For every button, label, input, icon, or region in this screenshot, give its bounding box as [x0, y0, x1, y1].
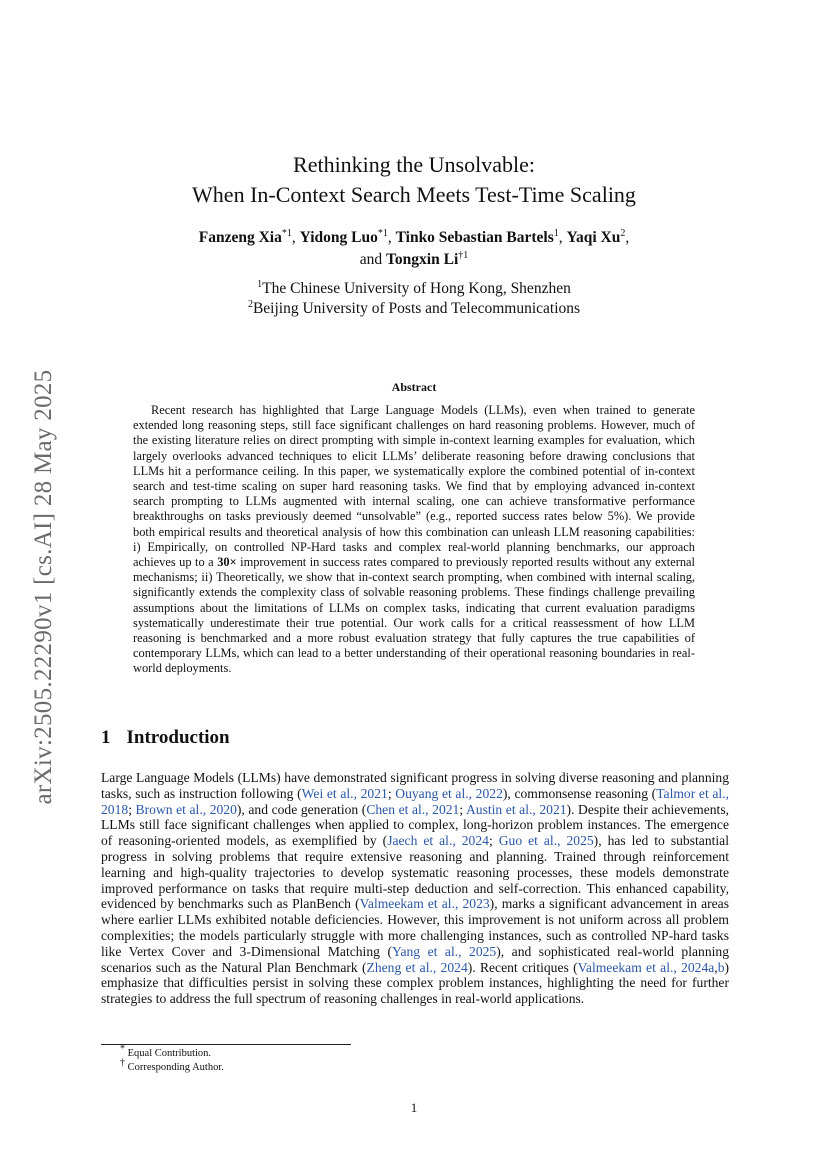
- citation-link[interactable]: b: [717, 959, 725, 975]
- citation-link[interactable]: Austin et al., 2021: [465, 801, 567, 817]
- introduction-paragraph: Large Language Models (LLMs) have demonstrated significant progress in solving diverse reasoning and planning tasks, such as instruction following (Wei et al., 2021; Ouyang et al., 2022), commonsense reasoning (Talmor et al., 2018; Brown et al., 2020), and code generation (Chen et al., 2021; Austin et al., 2021). Despite their achievements, LLMs still face significant challenges when applied to complex, long-horizon problem instances. The emergence of reasoning-oriented models, as exemplified by (Jaech et al., 2024; Guo et al., 2025), has led to substantial progress in solving problems that require extensive reasoning and planning. Trained through reinforcement learning and high-quality trajectories to develop systematic reasoning processes, these models demonstrate improved performance on tasks that require multi-step deduction and self-correction. This enhanced capability, evidenced by benchmarks such as PlanBench (Valmeekam et al., 2023), marks a significant advancement in areas where earlier LLMs exhibited notable deficiencies. However, this improvement is not uniform across all problem complexities; the models particularly struggle with more challenging instances, such as controlled NP-hard tasks like Vertex Cover and 3-Dimensional Matching (Yang et al., 2025), and sophisticated real-world planning scenarios such as the Natural Plan Benchmark (Zheng et al., 2024). Recent critiques (Valmeekam et al., 2024a,b) emphasize that difficulties persist in solving these complex problem instances, highlighting the need for further strategies to address the full spectrum of reasoning challenges in real-world applications.: [101, 770, 730, 1007]
- abstract-heading: Abstract: [391, 380, 437, 394]
- author-name: Yaqi Xu: [566, 229, 621, 246]
- author-name: Tongxin Li: [386, 251, 459, 268]
- footnotes: [120, 1043, 224, 1075]
- author-name: Yidong Luo: [299, 229, 378, 246]
- citation-link[interactable]: Valmeekam et al., 2023: [359, 896, 490, 912]
- citation-link[interactable]: Wei et al., 2021: [301, 785, 388, 801]
- emphasis-30x: 30×: [217, 555, 237, 570]
- author-name: Fanzeng Xia: [198, 229, 282, 246]
- section-title: Introduction: [126, 727, 230, 748]
- author-mark: 1: [553, 227, 559, 239]
- title-line-2: When In-Context Search Meets Test-Time Scaling: [192, 182, 636, 207]
- citation-link[interactable]: Zheng et al., 2024: [366, 959, 468, 975]
- author-mark: †1: [458, 249, 469, 261]
- author-line-2: and Tongxin Li$^{\dagger 1}$: [359, 249, 469, 268]
- author-name: Tinko Sebastian Bartels: [395, 229, 554, 246]
- author-mark: *1: [377, 227, 388, 239]
- citation-link[interactable]: Chen et al., 2021: [366, 801, 460, 817]
- page-number: 1: [410, 1100, 418, 1115]
- abstract-body: Recent research has highlighted that Large Language Models (LLMs), even when trained to generate extended long reasoning steps, still face significant challenges on hard reasoning problems. However, much of the existing literature relies on direct prompting with simple in-context learning examples for evaluation, which largely overlooks advanced techniques to elicit LLMs’ deliberate reasoning before drawing conclusions that LLMs hit a performance ceiling. In this paper, we systematically explore the combined potential of in-context search and test-time scaling on super hard reasoning tasks. We find that by employing advanced in-context search prompting to LLMs augmented with internal scaling, one can achieve transformative performance breakthroughs on tasks previously deemed “unsolvable” (e.g., reported success rates below 5%). We provide both empirical results and theoretical analysis of how this combination can unleash LLM reasoning capabilities: i) Empirically, on controlled NP-Hard tasks and complex real-world planning benchmarks, our approach achieves up to a 30× improvement in success rates compared to previously reported results without any external mechanisms; ii) Theoretically, we show that in-context search prompting, when combined with internal scaling, significantly extends the complexity class of solvable reasoning problems. These findings challenge prevailing assumptions about the limitations of LLMs on complex tasks, indicating that current evaluation paradigms systematically underestimate their true potential. Our work calls for a critical reassessment of how LLM reasoning is benchmarked and a more robust evaluation strategy that fully captures the true capabilities of contemporary LLMs, which can lead to a better understanding of their operational reasoning boundaries in real-world deployments.: [133, 403, 695, 676]
- citation-link[interactable]: Guo et al., 2025: [498, 833, 594, 849]
- citation-link[interactable]: Jaech et al., 2024: [387, 833, 489, 849]
- citation-link[interactable]: Brown et al., 2020: [135, 801, 237, 817]
- author-line-1: Fanzeng Xia$^{*1}$, Yidong Luo$^{*1}$, Tinko Sebastian Bartels$^1$, Yaqi Xu$^2$,: [198, 227, 630, 246]
- affiliations: [0, 279, 828, 319]
- affiliation-1: $^1$The Chinese University of Hong Kong, Shenzhen: [257, 278, 571, 297]
- arxiv-identifier-stamp: arXiv:2505.22290v1 [cs.AI] 28 May 2025: [30, 369, 57, 805]
- author-mark: *1: [281, 227, 292, 239]
- paper-title: [0, 150, 828, 210]
- author-mark: 2: [620, 227, 626, 239]
- footnote-1: * Equal Contribution.: [120, 1043, 212, 1059]
- citation-link[interactable]: Yang et al., 2025: [391, 943, 497, 959]
- citation-link[interactable]: Ouyang et al., 2022: [395, 785, 503, 801]
- title-line-1: Rethinking the Unsolvable:: [293, 152, 535, 177]
- affiliation-2: $^2$Beijing University of Posts and Telecommunications: [247, 298, 581, 317]
- footnote-2: † Corresponding Author.: [120, 1057, 224, 1073]
- section-heading-introduction: [101, 727, 230, 749]
- author-list: [0, 227, 828, 271]
- citation-link[interactable]: Valmeekam et al., 2024a: [577, 959, 715, 975]
- footnote-divider: [101, 1044, 351, 1045]
- section-number: 1: [101, 727, 111, 748]
- citation-link[interactable]: Talmor et al., 2018: [101, 785, 729, 817]
